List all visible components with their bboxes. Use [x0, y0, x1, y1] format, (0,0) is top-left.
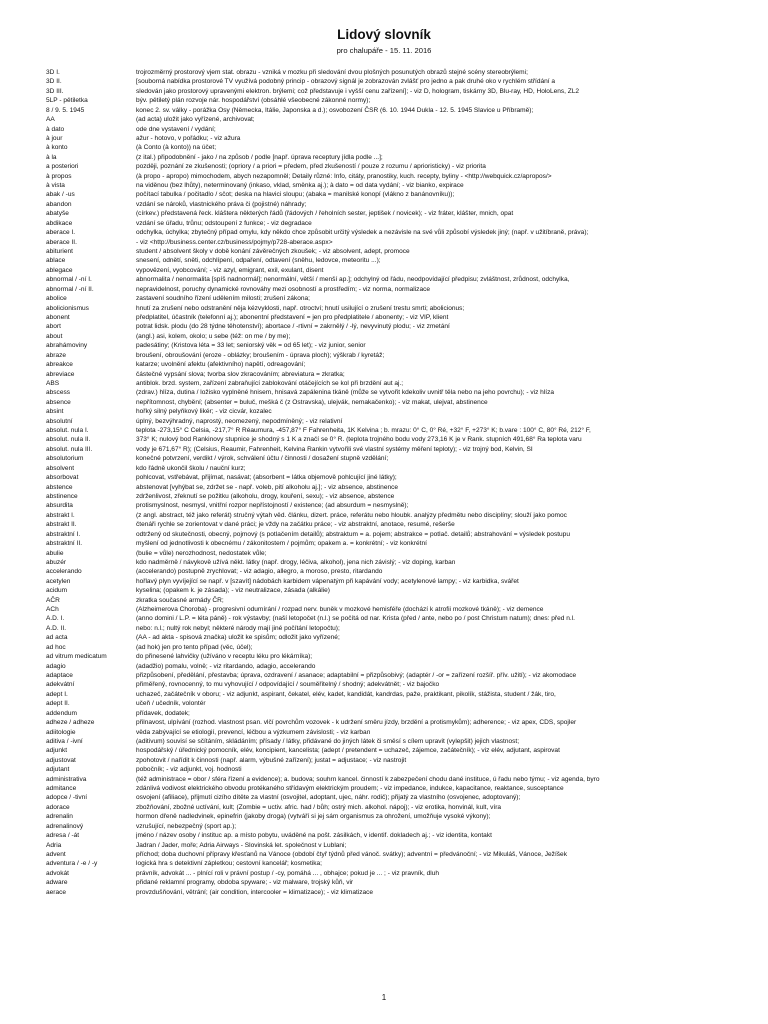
- dictionary-entry: [46, 549, 722, 558]
- entry-definition: jméno / název osoby / instituc ap. a místo pobytu, uváděné na pošt. zásilkách, v identif. dokladech aj.; - viz identita, kontakt: [136, 832, 492, 840]
- entry-term: abrahámoviny: [46, 342, 88, 350]
- dictionary-entry: [46, 360, 722, 369]
- dictionary-entry: [46, 153, 722, 162]
- dictionary-entry: [46, 172, 722, 181]
- entry-definition: do přinesené lahvičky (užíváno v receptu léku pro lékárníka);: [136, 653, 313, 661]
- dictionary-entry: [46, 285, 722, 294]
- entry-term: abulie: [46, 549, 64, 557]
- entry-definition: na viděnou (bez lhůty), neterminovaný (inkaso, vklad, směnka aj.); à dato = od data vydání; - viz bianko, expirace: [136, 182, 464, 190]
- entry-definition: kdo řádně ukončil školu / nauční kurz;: [136, 464, 246, 472]
- dictionary-entry: [46, 219, 722, 228]
- entry-definition: myšlení od jednotlivosti k obecnému / zákonitostem / pojmům; opakem a. = konkrétní; - viz konkrétní: [136, 540, 427, 548]
- entry-term: adorace: [46, 803, 70, 811]
- entry-definition: ode dne vystavení / vydání;: [136, 125, 216, 133]
- entry-term: aerace: [46, 888, 67, 896]
- dictionary-entry: [46, 633, 722, 642]
- entry-term: 3D I.: [46, 69, 60, 76]
- entry-definition: kdo nadměrně / návykově užívá někt. látky (např. drogy, léčiva, alkohol), jena nich závislý; - viz doping, karban: [136, 558, 456, 566]
- dictionary-entry: [46, 68, 722, 77]
- dictionary-entry: [46, 511, 722, 520]
- entry-term: adrenalinový: [46, 822, 84, 830]
- entry-definition: hormon dřeně nadledvinek, epinefrin (jakoby droga) (vytváří si jej sám organismus za ohrožení, umožňuje vysoké výkony);: [136, 813, 491, 821]
- entry-definition: nebo: n.l.; nultý rok nebyl; některé národy mají jiné počítání letopočtu);: [136, 624, 340, 632]
- dictionary-entry: [46, 407, 722, 416]
- entry-definition: uchazeč, začátečník v oboru; - viz adjunkt, aspirant, čekatel, elév, kadet, kandidát, kandrdas, paže, praktikant, pikolík, stážista, student / žák, tiro,: [136, 690, 556, 698]
- dictionary-entry: [46, 841, 722, 850]
- dictionary-entry: [46, 322, 722, 331]
- page-title: Lidový slovník: [337, 27, 431, 42]
- dictionary-entry: [46, 275, 722, 284]
- entry-definition: počítací tabulka / počitadlo / sčot; deska na hlavici sloupu; (abaka = manilské konopí (vlákno z banánovníku));: [136, 191, 455, 199]
- dictionary-entry: [46, 728, 722, 737]
- entry-term: 5LP - pětiletka: [46, 97, 88, 105]
- entry-term: adheze / adheze: [46, 719, 95, 727]
- entry-definition: (zdrav.) hlíza, dutina / ložisko vyplněné hnisem, hnisavá zapálenina tkáně (může se vytvořit kdekoliv uvnitř těla nebo na jeho povrchu); - viz hlíza: [136, 389, 554, 397]
- entry-definition: býv. pětiletý plán rozvoje nár. hospodářství (obsáhlé všeobecné zákonné normy);: [136, 97, 371, 105]
- entry-definition: (aditivum) souvisí se sčítáním, skládáním; přísady / látky, přidávané do jiných látek či směsí s cílem upravit (vylepšit) jejich vlastnost;: [136, 737, 520, 745]
- entry-definition: snesení, odnětí, sněti, odchlípení, odpaření, odtavení (sněhu, ledovce, meteoritu ...);: [136, 257, 381, 265]
- entry-definition: hnutí za zrušení nebo odstranění něja kézvyklosti, např. otroctví; hnutí usilující o zrušení trestu smrti; abolicionus;: [136, 304, 465, 312]
- entry-term: à propos: [46, 172, 72, 180]
- dictionary-entry: [46, 746, 722, 755]
- dictionary-entry: [46, 690, 722, 699]
- dictionary-entry: [46, 530, 722, 539]
- dictionary-entry: [46, 106, 722, 115]
- entry-definition: [souborná nabídka prostorové TV využívá podobný princip - obrazový signál je zobrazován zvlášť pro jedno a pak druhé oko v rychlém střídání a: [136, 78, 556, 86]
- entry-term: a posteriori: [46, 163, 79, 171]
- entry-term: absolutní: [46, 417, 73, 425]
- dictionary-entry: [46, 878, 722, 887]
- dictionary-entry: [46, 775, 722, 784]
- entry-term: abstinence: [46, 492, 78, 500]
- entry-definition: nepřítomnost, chybění; (absenter = buluč, mešká č (z Ostravska), ulejvák, nemakačenko); - viz makat, ulejvat, abstinence: [136, 398, 488, 406]
- dictionary-entry: [46, 869, 722, 878]
- entry-definition: abnormalita / nenormalita [spíš nadnormál]; nenormální, větší / menší ap.]; odchylný od řádu, neodpovídající předpisu; zvláštnost, zrůdnost, odchylka,: [136, 276, 570, 284]
- entry-definition: ažur - hotovo, v pořádku; - viz ažura: [136, 134, 241, 142]
- dictionary-entry: [46, 812, 722, 821]
- entry-term: advokát: [46, 869, 69, 877]
- entry-term: abolicionismus: [46, 304, 89, 312]
- entry-definition: potrat lidsk. plodu (do 28 týdne těhotenství); abortace / -rtivní = zakrnělý / -lý, nevyvinutý plodu; - viz zmetání: [136, 323, 450, 331]
- entry-definition: právník, advokát ... - plnící roli v právní postup / -cy, pomáhá ... , obhajce; pokud je ... ; - viz pravník, dluh: [136, 869, 439, 877]
- dictionary-entry: [46, 492, 722, 501]
- entry-term: A.D. I.: [46, 615, 65, 623]
- entry-term: about: [46, 332, 63, 340]
- entry-term: absolut. nula I.: [46, 427, 89, 435]
- entry-term: acidum: [46, 587, 68, 595]
- entry-term: aditiva / -ivní: [46, 737, 83, 745]
- dictionary-entry: [46, 370, 722, 379]
- entry-term: abnormal / -ní I.: [46, 276, 92, 284]
- entry-term: AČR: [46, 596, 60, 604]
- dictionary-entry: [46, 671, 722, 680]
- dictionary-entry: [46, 162, 722, 171]
- dictionary-entry: [46, 822, 722, 831]
- entry-definition: padesátiny; (Kristova léta = 33 let; seniorský věk = od 65 let); - viz junior, senior: [136, 342, 366, 350]
- entry-definition: příchod; doba duchovní přípravy křesťanů na Vánoce (období čtyř týdnů před vánoč. svátky); adventní = předvánoční; - viz Mikuláš, Vánoce, Ježíšek: [136, 851, 567, 859]
- dictionary-entry: [46, 596, 722, 605]
- dictionary-entry: [46, 483, 722, 492]
- entry-definition: trojrozměrný prostorový vjem stat. obrazu - vzniká v mozku při sledování dvou plošných posunutých obrazů stejné scény stereobrýlemi;: [136, 69, 528, 76]
- dictionary-entry: [46, 652, 722, 661]
- entry-term: absolvent: [46, 464, 75, 472]
- entry-term: abonent: [46, 313, 70, 321]
- entry-term: abuzér: [46, 558, 67, 566]
- entry-definition: přizpůsobení, předělání, přestavba; úprava, ozdravení / asanace; adaptabilní = přizpůsobivý; (adaptér / -or = zařízení rozšíř. přív. užití); - viz akomodace: [136, 672, 577, 679]
- entry-term: A.D. II.: [46, 624, 67, 632]
- entry-term: abstrakt I.: [46, 511, 75, 519]
- dictionary-entry: [46, 888, 722, 897]
- entry-term: à la: [46, 153, 57, 161]
- dictionary-entry: [46, 831, 722, 840]
- entry-term: absence: [46, 398, 71, 406]
- dictionary-entry: [46, 765, 722, 774]
- entry-definition: broušení, obroušování (eroze - oblázky; broušením - úprava ploch); výškrab / kyretáž;: [136, 351, 385, 359]
- entry-definition: vody je 671,67° R); (Celsius, Reaumir, Fahrenheit, Kelvina Rankin vytvořili své vlastní systémy měření teploty); - viz trojný bod, Kelvin, SI: [136, 445, 533, 453]
- dictionary-entry: [46, 756, 722, 765]
- dictionary-entry: [46, 332, 722, 341]
- entry-definition: (anno domini / L.P. = léta páně) - rok výstavby; (naší letopočet (n.l.) se počítá od nar. Krista (před / ante, nebo po / post Christum natum); dnes: před n.l.: [136, 615, 575, 623]
- entry-term: absolut. nula II.: [46, 436, 91, 444]
- dictionary-entry: [46, 426, 722, 435]
- dictionary-entries: [46, 68, 722, 897]
- entry-definition: hořlavý plyn vyvíjející se např. v [szavít] nádobách karbidem vápenatým při kapávání vody; acetylenové lampy; - viz karbidka, svářet: [136, 577, 519, 585]
- entry-definition: nepravidelnost, poruchy dynamické rovnováhy mezi osobností a prostředím; - viz norma, normalizace: [136, 285, 431, 293]
- entry-term: abiturient: [46, 248, 73, 256]
- entry-term: abatyše: [46, 210, 69, 218]
- entry-term: ad vitrum medicatum: [46, 653, 107, 661]
- entry-definition: (accelerando) postupně zrychlovat; - viz adagio, allegro, a moroso, presto, ritardando: [136, 568, 383, 576]
- entry-term: adaptace: [46, 672, 73, 679]
- entry-definition: (bulie = vůle) nerozhodnost, nedostatek vůle;: [136, 549, 267, 557]
- entry-definition: vypovězení, vyobcování; - viz azyl, emigrant, exil, exulant, disent: [136, 266, 324, 274]
- entry-term: 3D II.: [46, 78, 62, 86]
- entry-term: à dato: [46, 125, 65, 133]
- entry-term: abstraktní I.: [46, 530, 81, 538]
- dictionary-entry: [46, 850, 722, 859]
- entry-term: adjustovat: [46, 756, 76, 764]
- entry-term: abolice: [46, 295, 67, 303]
- dictionary-entry: [46, 699, 722, 708]
- entry-definition: abstenovat [vyhýbat se, zdržet se - např. voleb, pití alkoholu aj.]; - viz absence, abstinence: [136, 483, 399, 491]
- entry-term: adjutant: [46, 766, 70, 774]
- entry-definition: (ad acta) uložit jako vyřízené, archivovat;: [136, 116, 255, 124]
- entry-definition: konec 2. sv. války - porážka Osy (Německa, Itálie, Japonska a d.); osvobození ČSR (6. 10. 1944 Dukla - 12. 5. 1945 Slavice u Příbramě);: [136, 106, 534, 114]
- entry-term: adiitologie: [46, 728, 76, 736]
- dictionary-entry: [46, 200, 722, 209]
- entry-definition: (à Conto (à konto)) na účet;: [136, 144, 217, 152]
- entry-term: acetylen: [46, 577, 71, 585]
- entry-definition: hospodářský / úřednický pomocník, elév, koncipient, kancelista; (adept / pretendent = uchazeč, zájemce, začátečník); - viz elév, adjutant, aspirovat: [136, 747, 560, 755]
- entry-definition: konečné potvrzení, verdikt / výrok, schválení účtu / činnosti / dosažení stupně vzdělání;: [136, 455, 389, 463]
- entry-definition: - viz <http://business.center.cz/business/pojmy/p728-aberace.aspx>: [136, 238, 333, 246]
- dictionary-entry: [46, 567, 722, 576]
- entry-term: abstrakt II.: [46, 521, 77, 529]
- entry-term: abscess: [46, 389, 71, 397]
- entry-term: abnormal / -ní II.: [46, 285, 94, 293]
- entry-definition: zdrženlivost, zřeknutí se požitku (alkoholu, drogy, kouření, sexu); - viz absence, abstence: [136, 492, 395, 500]
- dictionary-entry: [46, 680, 722, 689]
- entry-definition: zdánlivá vodivost elektrického obvodu protékaného střídavým elektrickým proudem; - viz impedance, indukce, kapacitance, reaktance, susceptance: [136, 785, 564, 793]
- dictionary-entry: [46, 209, 722, 218]
- entry-definition: vzdání se nároků, vlastnického práva či (pojistné) náhrady;: [136, 200, 307, 208]
- entry-term: addendum: [46, 709, 77, 717]
- dictionary-entry: [46, 614, 722, 623]
- entry-definition: (AA - ad akta - spisová značka) uložit ke spisům; odložit jako vyřízené;: [136, 634, 340, 642]
- dictionary-entry: [46, 435, 722, 444]
- entry-definition: katarze; uvolnění afektu (afektivního) napětí, odreagování;: [136, 361, 306, 369]
- dictionary-entry: [46, 577, 722, 586]
- dictionary-entry: [46, 247, 722, 256]
- entry-term: AA: [46, 116, 55, 124]
- entry-definition: předplatitel, účastník (telefonní aj.); abonentní představení = jen pro předplatitele / abonenty; - viz VIP, klient: [136, 313, 449, 321]
- dictionary-entry: [46, 859, 722, 868]
- page-number: 1: [381, 993, 387, 1002]
- entry-definition: (z ital.) připodobnění - jako / na způsob / podle [např. úprava receptury jídla podle ...];: [136, 153, 383, 161]
- entry-term: abort: [46, 323, 61, 331]
- entry-term: à jour: [46, 134, 63, 142]
- entry-definition: přilnavost, ulpívání (rozhod. vlastnost psan. vlčí povrchům vozovek - k udržení směru jízdy, brzdění a protismykům); adherence; - viz apex, CDS, spojler: [136, 719, 577, 727]
- entry-definition: pohlcovat, vstřebávat, přijímat, nasávat; (absorbent = látka objemově pohlcující jiné látky);: [136, 474, 397, 482]
- entry-term: abstraktní II.: [46, 540, 83, 548]
- entry-term: abak / -us: [46, 191, 75, 199]
- entry-definition: 373° K; nulový bod Rankinovy stupnice je shodný s 1 K a značí se 0° R. (teplota trojného bodu vody 273,16 K je v Rank. stupních 491,68° Ra teplota varu: [136, 436, 582, 444]
- page-subtitle: pro chalupáře - 15. 11. 2016: [336, 46, 432, 55]
- dictionary-entry: [46, 473, 722, 482]
- dictionary-entry: [46, 464, 722, 473]
- entry-term: absurdita: [46, 502, 73, 510]
- dictionary-entry: [46, 96, 722, 105]
- dictionary-entry: [46, 586, 722, 595]
- entry-term: admitance: [46, 785, 77, 793]
- entry-term: abandon: [46, 200, 72, 208]
- entry-definition: Jadran / Jader, moře; Adria Airways - Slovinská let. společnost v Lublani;: [136, 841, 347, 849]
- entry-definition: zpohotovit / nařídit k činnosti (např. alarm, výbušné zařízení); justat = adjustace; - viz nastrojit: [136, 756, 407, 764]
- entry-definition: odchylka, úchylka; zbytečný případ omylu, kdy někdo chce způsobit určitý výsledek a nezávisle na své vůli způsobí výsledek jiný; (např. v užitíbraně, práva);: [136, 229, 589, 237]
- entry-term: abreviace: [46, 370, 75, 378]
- dictionary-entry: [46, 605, 722, 614]
- entry-definition: kyselina; (opakem k. je zásada); - viz neutralizace, zásada (alkálie): [136, 587, 330, 595]
- dictionary-entry: [46, 793, 722, 802]
- dictionary-entry: [46, 351, 722, 360]
- entry-definition: věda zabývající se etiologií, prevencí, léčbou a výzkumem závislosti; - viz karban: [136, 728, 371, 736]
- entry-term: adventura / -e / -y: [46, 860, 98, 868]
- entry-definition: (à propo - apropo) mimochodem, abych nezapomněl; Detaily různé: Info, citáty, pranostiky, kuch. recepty, byliny - <http://webquick.cz/apropos/>: [136, 172, 552, 180]
- dictionary-entry: [46, 718, 722, 727]
- entry-definition: (z angl. abstract, též jako referát) stručný výtah věd. článku, dizert. práce, referátu nebo hloubk. analýzy předmětu nebo disciplíny; slouží jako pomoc: [136, 511, 567, 519]
- dictionary-entry: [46, 228, 722, 237]
- entry-definition: (církev.) představená řeck. kláštera některých řádů (řádových / řeholních sester, jeptišek / novicek); - viz fráter, klášter, mnich, opat: [136, 210, 514, 218]
- dictionary-entry: [46, 388, 722, 397]
- entry-definition: protismyslnost, nesmysl, vnitřní rozpor nepřístojností / existence; (ad absurdum = nesmyslně);: [136, 502, 409, 510]
- entry-definition: vzrušující, nebezpečný (sport ap.);: [136, 822, 237, 830]
- dictionary-entry: [46, 379, 722, 388]
- entry-term: absolut. nula III.: [46, 445, 93, 453]
- entry-term: ABS: [46, 379, 60, 387]
- entry-definition: hořký silný pelyňkový likér; - viz cicvár, kozalec: [136, 408, 272, 416]
- dictionary-entry: [46, 143, 722, 152]
- dictionary-entry: [46, 341, 722, 350]
- dictionary-entry: [46, 304, 722, 313]
- entry-definition: čtenáři rychle se zorientovat v dané práci; je vždy na začátku práce; - viz abstraktní, anotace, resumé, rešerše: [136, 521, 455, 529]
- entry-term: Adria: [46, 841, 62, 849]
- dictionary-entry: [46, 398, 722, 407]
- entry-definition: přiměřený, rovnocenný, to mu vyhovující / odpovídající / souměřitelný / shodný; adekvátnět; - viz bajočko: [136, 681, 440, 689]
- entry-term: abraze: [46, 351, 67, 359]
- entry-definition: sledován jako prostorový upravenými elektron. brýlemi; což představuje i vyšší cenu zařízení]; - viz D, hologram, tiskárny 3D, Blu-ray, HD, HoloLens, ZL2: [136, 87, 580, 95]
- entry-definition: (adadžio) pomalu, volně; - viz ritardando, adagio, accelerando: [136, 662, 316, 670]
- entry-term: 8 / 9. 5. 1945: [46, 106, 85, 114]
- entry-term: adept II.: [46, 700, 70, 708]
- dictionary-entry: [46, 784, 722, 793]
- dictionary-entry: [46, 624, 722, 633]
- dictionary-entry: [46, 266, 722, 275]
- dictionary-entry: [46, 558, 722, 567]
- entry-term: ablace: [46, 257, 66, 265]
- dictionary-entry: [46, 87, 722, 96]
- entry-definition: zastavení soudního řízení udělením milosti; zrušení zákona;: [136, 295, 310, 303]
- dictionary-entry: [46, 520, 722, 529]
- entry-term: adekvátní: [46, 681, 75, 689]
- entry-definition: (ad hok) jen pro tento případ (věc, účel);: [136, 643, 253, 651]
- dictionary-entry: [46, 134, 722, 143]
- entry-term: aberace I.: [46, 229, 76, 237]
- entry-definition: provzdušňování, větrání; (air condition, intercooler = klimatizace); - viz klimatizace: [136, 888, 374, 896]
- entry-term: adopce / -tivní: [46, 794, 88, 802]
- entry-term: abdikace: [46, 219, 73, 227]
- dictionary-entry: [46, 190, 722, 199]
- dictionary-entry: [46, 501, 722, 510]
- dictionary-entry: [46, 294, 722, 303]
- entry-definition: (též administrace = obor / sféra řízení a evidence); a. budova; souhrn kancel. činností k zabezpečení chodu dané instituce, ú řadu nebo týmu; - viz agenda, byro: [136, 775, 600, 783]
- entry-term: advent: [46, 851, 66, 859]
- entry-term: accelerando: [46, 568, 82, 576]
- dictionary-entry: [46, 643, 722, 652]
- entry-term: à vista: [46, 182, 65, 190]
- entry-term: 3D III.: [46, 87, 64, 95]
- entry-definition: zkratka současné armády ČR;: [136, 596, 224, 604]
- entry-definition: (angl.) asi, kolem, okolo; u sebe (též: on me / by me);: [136, 332, 291, 340]
- entry-definition: úplný, bezvýhradný, naprostý, neomezený, nepodmíněný; - viz relativní: [136, 417, 343, 425]
- dictionary-entry: [46, 256, 722, 265]
- entry-term: à konto: [46, 144, 68, 152]
- entry-definition: přídavek, dodatek;: [136, 709, 190, 717]
- dictionary-entry: [46, 803, 722, 812]
- entry-definition: později, poznání ze zkušenosti; (opriory / a priori = předem, před zkušeností / pouze z rozumu / aprioristicky) - viz priorita: [136, 163, 486, 171]
- entry-term: adagio: [46, 662, 66, 670]
- entry-term: ad acta: [46, 634, 68, 642]
- entry-term: abreakce: [46, 361, 73, 369]
- entry-term: ad hoc: [46, 643, 66, 651]
- entry-term: ablegace: [46, 266, 73, 274]
- dictionary-entry: [46, 115, 722, 124]
- entry-term: adrenalin: [46, 813, 73, 821]
- dictionary-entry: [46, 539, 722, 548]
- entry-definition: antiblok. brzd. system, zařízení zabraňující zablokování otáčejících se kol při brzdění aut aj.;: [136, 379, 404, 387]
- dictionary-entry: [46, 737, 722, 746]
- entry-definition: zbožňování, zbožné uctívání, kult; (Zombie = uctiv. afric. had / bůh; ostrý mich. alkohol. nápoj); - viz erotika, honvinál, kult, víra: [136, 803, 502, 811]
- dictionary-entry: [46, 125, 722, 134]
- entry-definition: učeň / učedník, volontér: [136, 700, 206, 708]
- entry-term: adept I.: [46, 690, 68, 698]
- dictionary-entry: [46, 445, 722, 454]
- entry-definition: pobočník; - viz adjunkt, voj. hodnosti: [136, 766, 242, 774]
- dictionary-entry: [46, 417, 722, 426]
- dictionary-entry: [46, 238, 722, 247]
- entry-definition: student / absolvent školy v době konání závěrečných zkoušek; - viz absolvent, adept, promoce: [136, 248, 410, 256]
- entry-definition: odtržený od skutečnosti, obecný, pojmový (s potlačením detailů); abstraktum = a. pojem; abstrakce = potlač. detailů; abstrahování = výsledek postupu: [136, 530, 570, 538]
- entry-term: abstence: [46, 483, 73, 491]
- entry-term: adjunkt: [46, 747, 68, 755]
- entry-definition: přidané reklamní programy, obdoba spyware; - viz malware, trojský kůň, vir: [136, 879, 354, 887]
- dictionary-entry: [46, 454, 722, 463]
- entry-term: administrativa: [46, 775, 87, 783]
- dictionary-entry: [46, 181, 722, 190]
- entry-term: absint: [46, 408, 64, 416]
- entry-term: absorbovat: [46, 474, 79, 482]
- entry-definition: logická hra s detektivní zápletkou; cestovní kancelář; kosmetika;: [136, 860, 322, 868]
- entry-term: aberace II.: [46, 238, 77, 246]
- dictionary-entry: [46, 313, 722, 322]
- entry-definition: částečné vypsání slova; tvorba slov zkracováním; abreviatura = zkratka;: [136, 370, 345, 378]
- dictionary-entry: [46, 662, 722, 671]
- dictionary-entry: [46, 709, 722, 718]
- entry-term: adresa / -át: [46, 832, 80, 840]
- entry-term: absolutorium: [46, 455, 84, 463]
- entry-term: adware: [46, 879, 68, 887]
- entry-definition: osvojení (afiliace), přijmutí cizího dítěte za vlastní (osvojitel, adoptant, ujec, náhr. rodič); přijatý za vlastního (osvojenec, adoptovaný);: [136, 794, 521, 802]
- entry-term: ACh: [46, 606, 59, 614]
- dictionary-entry: [46, 77, 722, 86]
- entry-definition: (Alzheimerova Choroba) - progresivní odumírání / rozpad nerv. buněk v mozkové hemisféře (dochází k atrofii mozkové tkáně); - viz demence: [136, 606, 544, 614]
- entry-definition: vzdání se úřadu, trůnu; odstoupení z funkce; - viz degradace: [136, 219, 312, 227]
- entry-definition: teplota -273,15° C Celsia, -217,7° R Réaumura, -457,87° F Fahrenheita, 1K Kelvina ; b. mrazu: 0° C, 0° Ré, +32° F, +273° K; b.vare : 100° C, 80° Ré, 212° F,: [136, 427, 591, 435]
